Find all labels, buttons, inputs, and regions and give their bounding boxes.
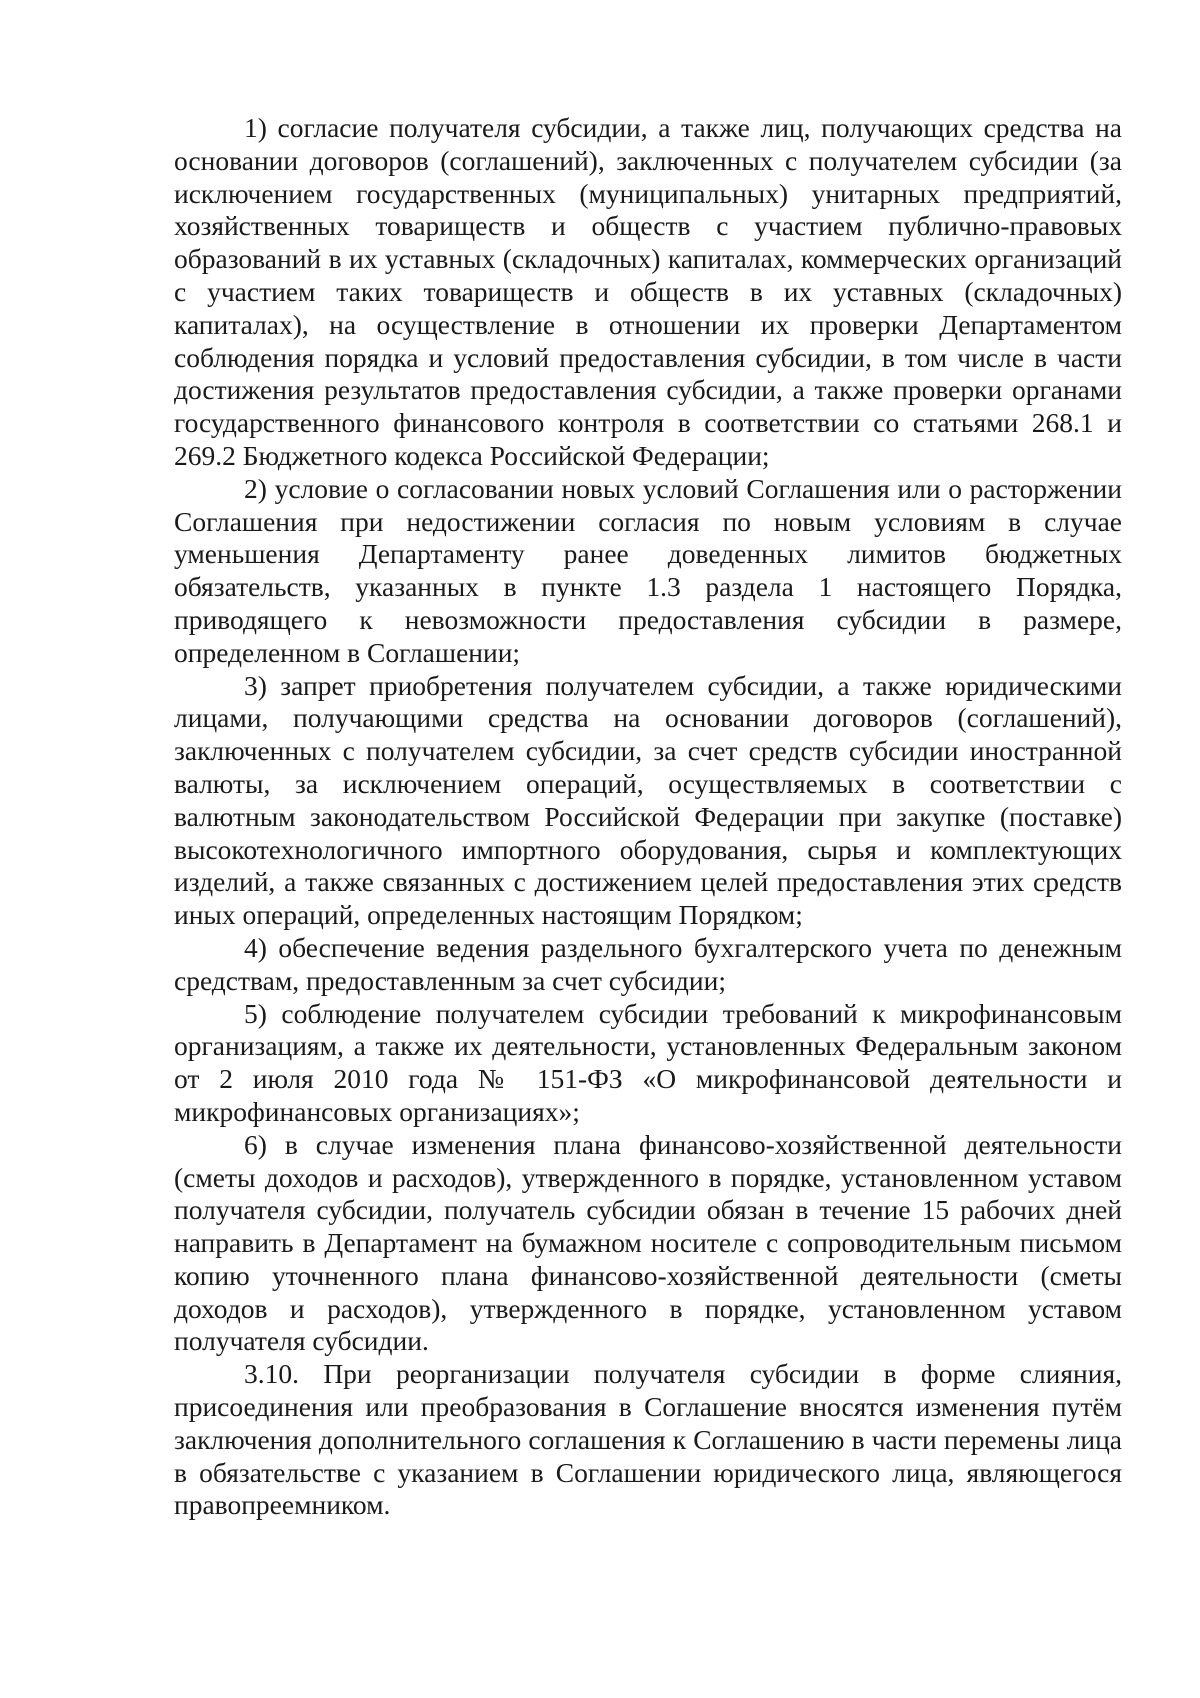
paragraph-item-4-accounting: 4) обеспечение ведения раздельного бухгалтерского учета по денежным средствам, предоставленным за счет субсидии;	[174, 931, 1122, 996]
document-body	[174, 112, 1122, 1522]
paragraph-item-3-currency-ban: 3) запрет приобретения получателем субсидии, а также юридическими лицами, получающими средства на основании договоров (соглашений), заключенных с получателем субсидии, за счет средств субсидии иностранной валюты, за исключением операций, осуществляемых в соответствии с валютным законодательством Российской Федерации при закупке (поставке) высокотехнологичного импортного оборудования, сырья и комплектующих изделий, а также связанных с достижением целей предоставления этих средств иных операций, определенных настоящим Порядком;	[174, 669, 1122, 931]
paragraph-item-5-requirements: 5) соблюдение получателем субсидии требований к микрофинансовым организациям, а также их деятельности, установленных Федеральным законом от 2 июля 2010 года № 151-ФЗ «О микрофинансовой деятельности и микрофинансовых организациях»;	[174, 997, 1122, 1127]
paragraph-section-3-10-reorganization: 3.10. При реорганизации получателя субсидии в форме слияния, присоединения или преобразования в Соглашение вносятся изменения путём заключения дополнительного соглашения к Соглашению в части перемены лица в обязательстве с указанием в Соглашении юридического лица, являющегося правопреемником.	[174, 1358, 1122, 1521]
paragraph-item-2-conditions: 2) условие о согласовании новых условий Соглашения или о расторжении Соглашения при недостижении согласия по новым условиям в случае уменьшения Департаменту ранее доведенных лимитов бюджетных обязательств, указанных в пункте 1.3 раздела 1 настоящего Порядка, приводящего к невозможности предоставления субсидии в размере, определенном в Соглашении;	[174, 472, 1122, 668]
paragraph-item-6-plan-changes: 6) в случае изменения плана финансово-хозяйственной деятельности (сметы доходов и расходов), утвержденного в порядке, установленном уставом получателя субсидии, получатель субсидии обязан в течение 15 рабочих дней направить в Департамент на бумажном носителе с сопроводительным письмом копию уточненного плана финансово-хозяйственной деятельности (сметы доходов и расходов), утвержденного в порядке, установленном уставом получателя субсидии.	[174, 1128, 1122, 1357]
paragraph-item-1-consent: 1) согласие получателя субсидии, а также лиц, получающих средства на основании договоров (соглашений), заключенных с получателем субсидии (за исключением государственных (муниципальных) унитарных предприятий, хозяйственных товариществ и обществ с участием публично-правовых образований в их уставных (складочных) капиталах, коммерческих организаций с участием таких товариществ и обществ в их уставных (складочных) капиталах), на осуществление в отношении их проверки Департаментом соблюдения порядка и условий предоставления субсидии, в том числе в части достижения результатов предоставления субсидии, а также проверки органами государственного финансового контроля в соответствии со статьями 268.1 и 269.2 Бюджетного кодекса Российской Федерации;	[174, 112, 1122, 471]
